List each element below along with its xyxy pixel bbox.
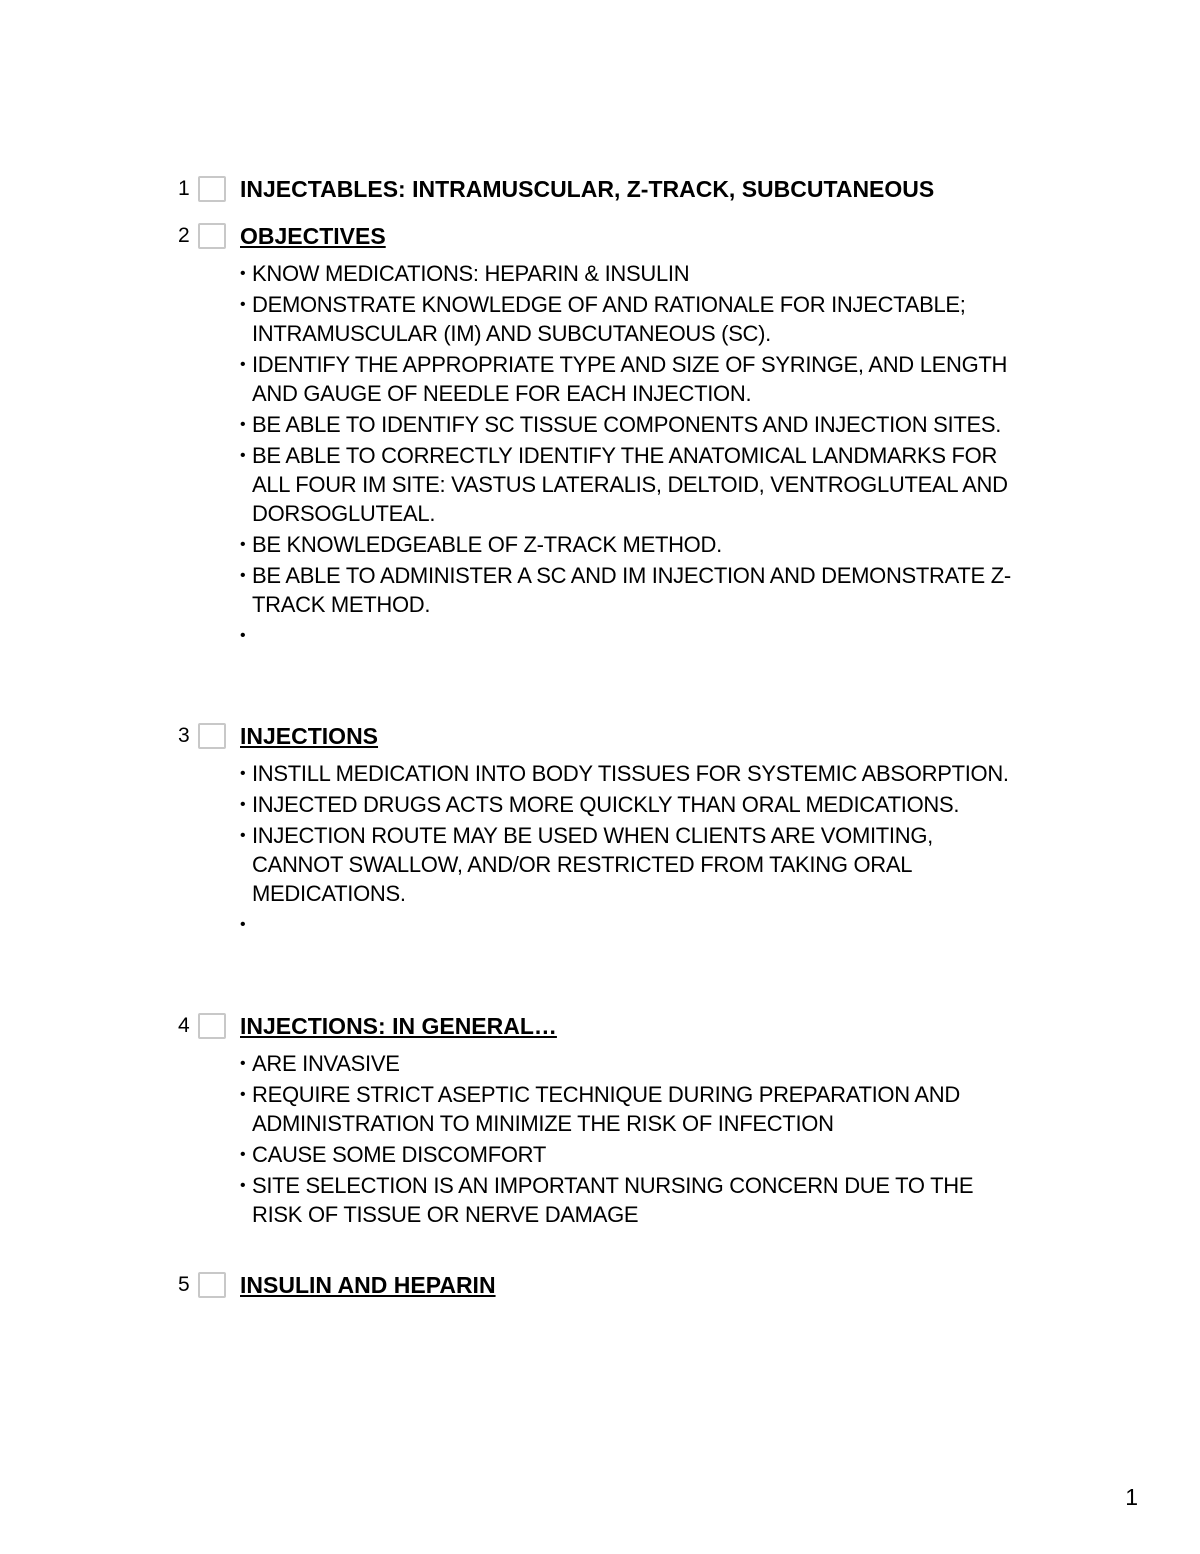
bullet-item: • ARE INVASIVE bbox=[240, 1049, 1020, 1078]
slide-thumbnail[interactable] bbox=[198, 723, 226, 749]
bullet-list bbox=[240, 759, 1020, 941]
slide-title: INSULIN AND HEPARIN bbox=[240, 1272, 496, 1298]
slide-thumbnail[interactable] bbox=[198, 1272, 226, 1298]
slide-thumbnail[interactable] bbox=[198, 1013, 226, 1039]
bullet-item: • DEMONSTRATE KNOWLEDGE OF AND RATIONALE FOR INJECTABLE; INTRAMUSCULAR (IM) AND SUBCUTANEOUS (SC). bbox=[240, 290, 1020, 348]
slide-title: INJECTABLES: INTRAMUSCULAR, Z-TRACK, SUBCUTANEOUS bbox=[240, 176, 935, 202]
bullet-item: • IDENTIFY THE APPROPRIATE TYPE AND SIZE OF SYRINGE, AND LENGTH AND GAUGE OF NEEDLE FOR EACH INJECTION. bbox=[240, 350, 1020, 408]
bullet-item: • BE ABLE TO CORRECTLY IDENTIFY THE ANATOMICAL LANDMARKS FOR ALL FOUR IM SITE: VASTUS LATERALIS, DELTOID, VENTROGLUTEAL AND DORSOGLUTEAL. bbox=[240, 441, 1020, 528]
bullet-list bbox=[240, 1049, 1020, 1231]
bullet-item: • BE KNOWLEDGEABLE OF Z-TRACK METHOD. bbox=[240, 530, 1020, 559]
bullet-item: • REQUIRE STRICT ASEPTIC TECHNIQUE DURING PREPARATION AND ADMINISTRATION TO MINIMIZE THE RISK OF INFECTION bbox=[240, 1080, 1020, 1138]
slide-title: INJECTIONS bbox=[240, 723, 379, 749]
slide-title: OBJECTIVES bbox=[240, 223, 386, 249]
slide-title: INJECTIONS: IN GENERAL… bbox=[240, 1013, 557, 1039]
bullet-item: • BE ABLE TO ADMINISTER A SC AND IM INJECTION AND DEMONSTRATE Z-TRACK METHOD. bbox=[240, 561, 1020, 619]
slide-number: 1 bbox=[178, 177, 190, 200]
bullet-item: • INJECTION ROUTE MAY BE USED WHEN CLIENTS ARE VOMITING, CANNOT SWALLOW, AND/OR RESTRICTED FROM TAKING ORAL MEDICATIONS. bbox=[240, 821, 1020, 908]
bullet-item: • INJECTED DRUGS ACTS MORE QUICKLY THAN ORAL MEDICATIONS. bbox=[240, 790, 1020, 819]
slide-thumbnail[interactable] bbox=[198, 176, 226, 202]
slide-thumbnail[interactable] bbox=[198, 223, 226, 249]
bullet-item: • KNOW MEDICATIONS: HEPARIN & INSULIN bbox=[240, 259, 1020, 288]
slide-number: 3 bbox=[178, 724, 190, 747]
bullet-item: • INSTILL MEDICATION INTO BODY TISSUES FOR SYSTEMIC ABSORPTION. bbox=[240, 759, 1020, 788]
bullet-item-empty bbox=[240, 910, 1020, 939]
bullet-item: • BE ABLE TO IDENTIFY SC TISSUE COMPONENTS AND INJECTION SITES. bbox=[240, 410, 1020, 439]
page-number: 1 bbox=[1125, 1484, 1138, 1510]
slide-number: 2 bbox=[178, 224, 190, 247]
bullet-item: • CAUSE SOME DISCOMFORT bbox=[240, 1140, 1020, 1169]
bullet-item: • SITE SELECTION IS AN IMPORTANT NURSING CONCERN DUE TO THE RISK OF TISSUE OR NERVE DAMAGE bbox=[240, 1171, 1020, 1229]
bullet-list bbox=[240, 259, 1020, 652]
bullet-item-empty bbox=[240, 621, 1020, 650]
slide-number: 4 bbox=[178, 1014, 190, 1037]
slide-number: 5 bbox=[178, 1273, 190, 1296]
